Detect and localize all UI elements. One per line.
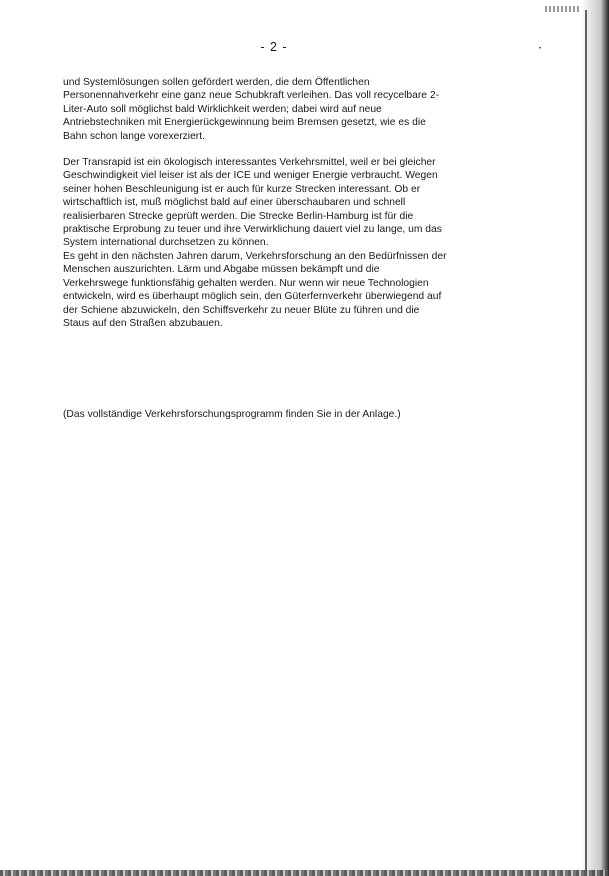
scan-artifact — [545, 6, 579, 12]
text-line: der Schiene abzuwickeln, den Schiffsverkehr zu neuer Blüte zu führen und die — [63, 304, 420, 316]
scan-edge-line — [585, 10, 587, 870]
text-line: wirtschaftlich ist, muß möglichst bald auf einer überschaubaren und schnell — [63, 197, 406, 209]
scan-bottom-edge — [0, 870, 609, 876]
text-line: Menschen auszurichten. Lärm und Abgabe müssen bekämpft und die — [63, 264, 380, 276]
attachment-note: (Das vollständige Verkehrsforschungsprogramm finden Sie in der Anlage.) — [63, 409, 401, 420]
page-number: - 2 - — [260, 40, 288, 54]
text-line: und Systemlösungen sollen gefördert werden, die dem Öffentlichen — [63, 77, 370, 88]
text-line: realisierbaren Strecke geprüft werden. Die Strecke Berlin-Hamburg ist für die — [63, 210, 414, 222]
text-line: Antriebstechniken mit Energierückgewinnung beim Bremsen gesetzt, wie es die — [63, 117, 426, 129]
text-line: Personennahverkehr eine ganz neue Schubkraft verleihen. Das voll recycelbare 2- — [63, 90, 440, 102]
text-line: Der Transrapid ist ein ökologisch interessantes Verkehrsmittel, weil er bei gleicher — [63, 157, 436, 168]
text-line: Staus auf den Straßen abzubauen. — [63, 318, 223, 330]
scan-artifact: • — [539, 46, 542, 52]
text-line: praktische Erprobung zu teuer und ihre Verwirklichung dauert viel zu lange, um das — [63, 224, 442, 236]
text-line: System international durchsetzen zu können. — [63, 237, 269, 249]
paragraph-3 — [63, 250, 523, 330]
text-line: Bahn schon lange vorexerziert. — [63, 130, 205, 142]
text-line: entwickeln, wird es überhaupt möglich sein, den Güterfernverkehr überwiegend auf — [63, 291, 442, 303]
text-line: Geschwindigkeit viel leiser ist als der ICE und weniger Energie verbraucht. Wegen — [63, 170, 438, 182]
paragraph-2 — [63, 156, 523, 250]
text-line: Verkehrswege funktionsfähig gehalten werden. Nur wenn wir neue Technologien — [63, 277, 429, 289]
text-line: Es geht in den nächsten Jahren darum, Verkehrsforschung an den Bedürfnissen der — [63, 251, 447, 262]
text-line: Liter-Auto soll möglichst bald Wirklichkeit werden; dabei wird auf neue — [63, 103, 382, 115]
paragraph-1 — [63, 76, 523, 143]
text-line: seiner hohen Beschleunigung ist er auch für kurze Strecken interessant. Ob er — [63, 183, 421, 195]
